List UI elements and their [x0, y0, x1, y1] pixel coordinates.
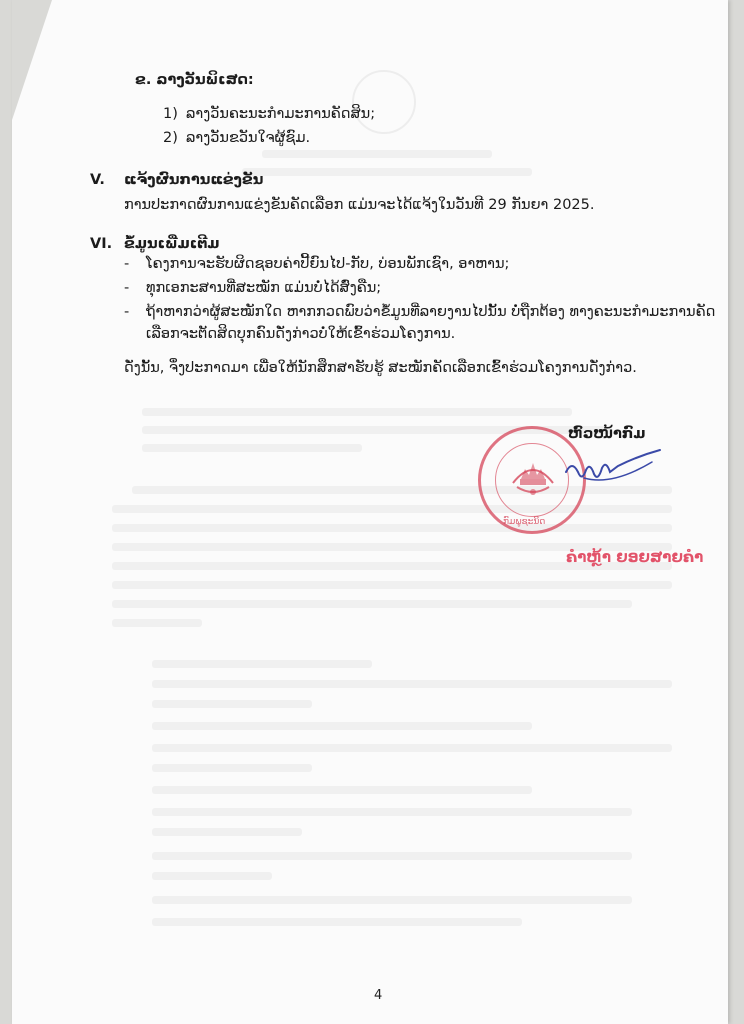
bleed-through-line [152, 786, 532, 794]
list-item-number: 2) [163, 130, 178, 146]
bleed-through-line [152, 744, 672, 752]
bullet-marker: - [124, 280, 130, 296]
section-v-text: ການປະກາດຜົນການແຂ່ງຂັນຄັດເລືອກ ແມ່ນຈະໄດ້ແຈ້ງໃນວັນທີ 29 ກັນຍາ 2025. [124, 197, 595, 213]
signer-name: ຄຳຫຼ້າ ຍອຍສາຍຄຳ [566, 548, 704, 566]
bleed-through-line [152, 896, 632, 904]
list-item-text: ລາງວັນຂວັນໃຈຜູ້ຊົມ. [186, 130, 311, 146]
bullet-marker: - [124, 256, 130, 272]
section-v-heading: ແຈ້ງຜົນການແຂ່ງຂັນ [124, 172, 264, 188]
bleed-through-line [142, 408, 572, 416]
page-number: 4 [374, 988, 383, 1003]
bleed-through-line [152, 918, 522, 926]
document-page [12, 0, 728, 1024]
bleed-through-line [112, 600, 632, 608]
section-vi-heading: ຂໍ້ມູນເພີ່ມເຕີມ [124, 236, 220, 252]
bullet-text-continued: ເລືອກຈະຕັດສິດບຸກຄົນດັ່ງກ່າວບໍ່ໃຫ້ເຂົ້າຮ່ວມໂຄງການ. [146, 326, 456, 342]
bleed-through-line [152, 872, 272, 880]
bullet-marker: - [124, 304, 130, 320]
closing-sentence: ດັ່ງນັ້ນ, ຈຶ່ງປະກາດມາ ເພື່ອໃຫ້ນັກສຶກສາຮັບຮູ້ ສະໝັກຄັດເລືອກເຂົ້າຮ່ວມໂຄງການດັ່ງກ່າວ. [124, 360, 637, 376]
bleed-through-line [112, 581, 672, 589]
bleed-through-line [152, 764, 312, 772]
bleed-through-line [152, 808, 632, 816]
section-2-heading: ຂ. ລາງວັນພິເສດ: [135, 72, 254, 88]
bleed-through-line [112, 619, 202, 627]
bleed-through-line [262, 150, 492, 158]
bleed-through-line [152, 660, 372, 668]
bleed-through-line [152, 722, 532, 730]
bleed-through-line [142, 444, 362, 452]
list-item-number: 1) [163, 106, 178, 122]
bleed-through-line [152, 852, 632, 860]
folded-corner [12, 0, 52, 120]
handwritten-signature [548, 442, 668, 502]
bleed-through-line [152, 680, 672, 688]
bullet-text: ໂຄງການຈະຮັບຜິດຊອບຄ່າປີ້ຍົນໄປ-ກັບ, ບ່ອນພັກເຊົາ, ອາຫານ; [146, 256, 510, 272]
section-vi-number: VI. [90, 236, 113, 252]
bullet-text: ທຸກເອກະສານທີ່ສະໝັກ ແມ່ນບໍ່ໄດ້ສົ່ງຄືນ; [146, 280, 382, 296]
bleed-through-line [242, 168, 532, 176]
list-item-text: ລາງວັນຄະນະກຳມະການຄັດສິນ; [186, 106, 376, 122]
bullet-text: ຖ້າຫາກວ່າຜູ້ສະໝັກໃດ ຫາກກວດພົບວ່າຂໍ້ມູນທີ່ລາຍງານໄປນັ້ນ ບໍ່ຖືກຕ້ອງ ທາງຄະນະກຳມະການຄັດ [146, 304, 716, 320]
bleed-through-line [112, 524, 672, 532]
bleed-through-emblem [352, 70, 416, 134]
bleed-through-line [152, 828, 302, 836]
signatory-title: ຫົວໜ້າກົມ [568, 426, 646, 442]
stamp-text: ກົມພູຊະນິດ [503, 517, 546, 527]
bleed-through-line [112, 505, 672, 513]
section-v-number: V. [90, 172, 105, 188]
bleed-through-line [152, 700, 312, 708]
